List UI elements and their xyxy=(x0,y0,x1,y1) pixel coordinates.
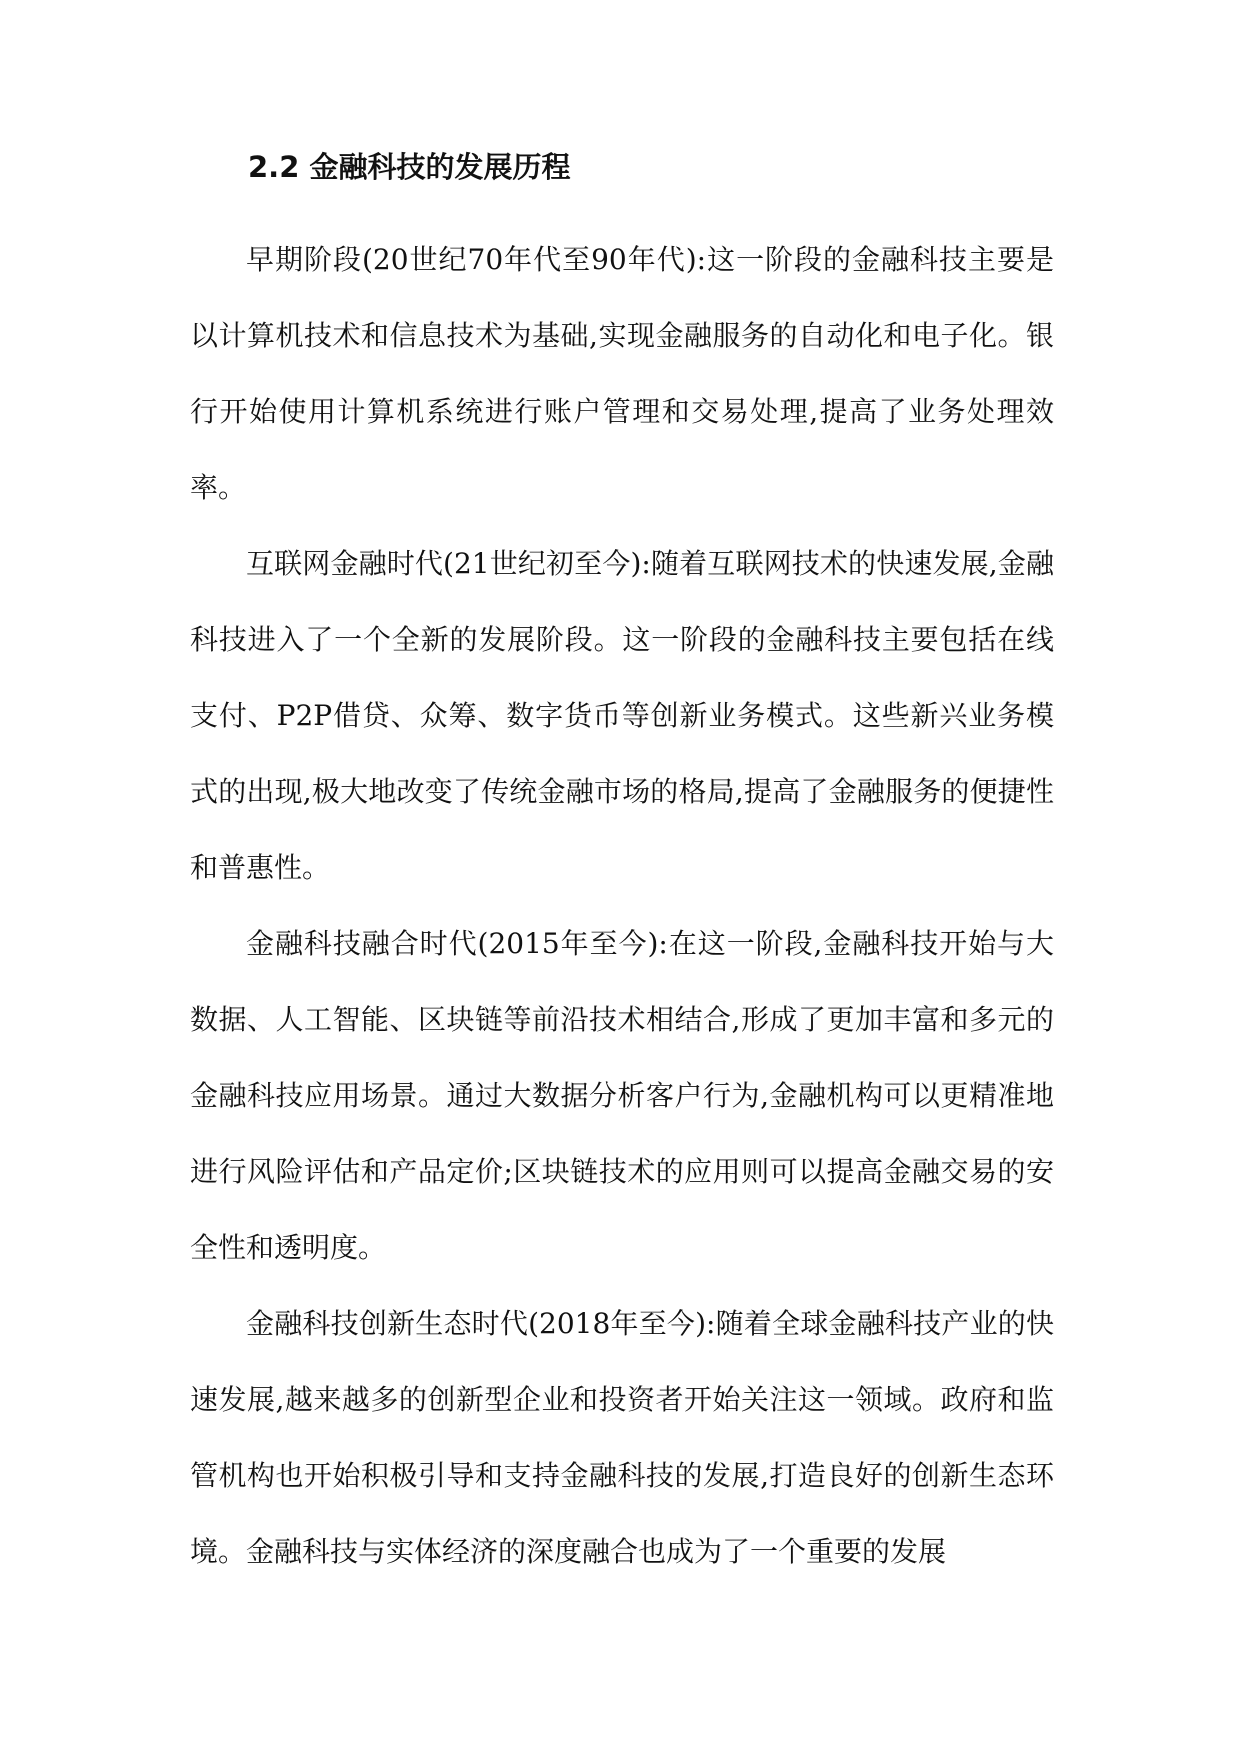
paragraph-early-stage: 早期阶段(20世纪70年代至90年代):这一阶段的金融科技主要是以计算机技术和信息技术为基础,实现金融服务的自动化和电子化。银行开始使用计算机系统进行账户管理和交易处理,提高了业务处理效率。 xyxy=(190,243,1054,504)
section-heading: 2.2 金融科技的发展历程 xyxy=(248,150,571,184)
section-body xyxy=(190,222,1054,1590)
paragraph-innovation-ecosystem: 金融科技创新生态时代(2018年至今):随着全球金融科技产业的快速发展,越来越多的创新型企业和投资者开始关注这一领域。政府和监管机构也开始积极引导和支持金融科技的发展,打造良好的创新生态环境。金融科技与实体经济的深度融合也成为了一个重要的发展 xyxy=(190,1307,1054,1568)
paragraph-fintech-integration: 金融科技融合时代(2015年至今):在这一阶段,金融科技开始与大数据、人工智能、区块链等前沿技术相结合,形成了更加丰富和多元的金融科技应用场景。通过大数据分析客户行为,金融机构可以更精准地进行风险评估和产品定价;区块链技术的应用则可以提高金融交易的安全性和透明度。 xyxy=(190,927,1054,1264)
paragraph-internet-finance: 互联网金融时代(21世纪初至今):随着互联网技术的快速发展,金融科技进入了一个全新的发展阶段。这一阶段的金融科技主要包括在线支付、P2P借贷、众筹、数字货币等创新业务模式。这些新兴业务模式的出现,极大地改变了传统金融市场的格局,提高了金融服务的便捷性和普惠性。 xyxy=(190,547,1054,884)
document-page xyxy=(190,148,1054,1590)
